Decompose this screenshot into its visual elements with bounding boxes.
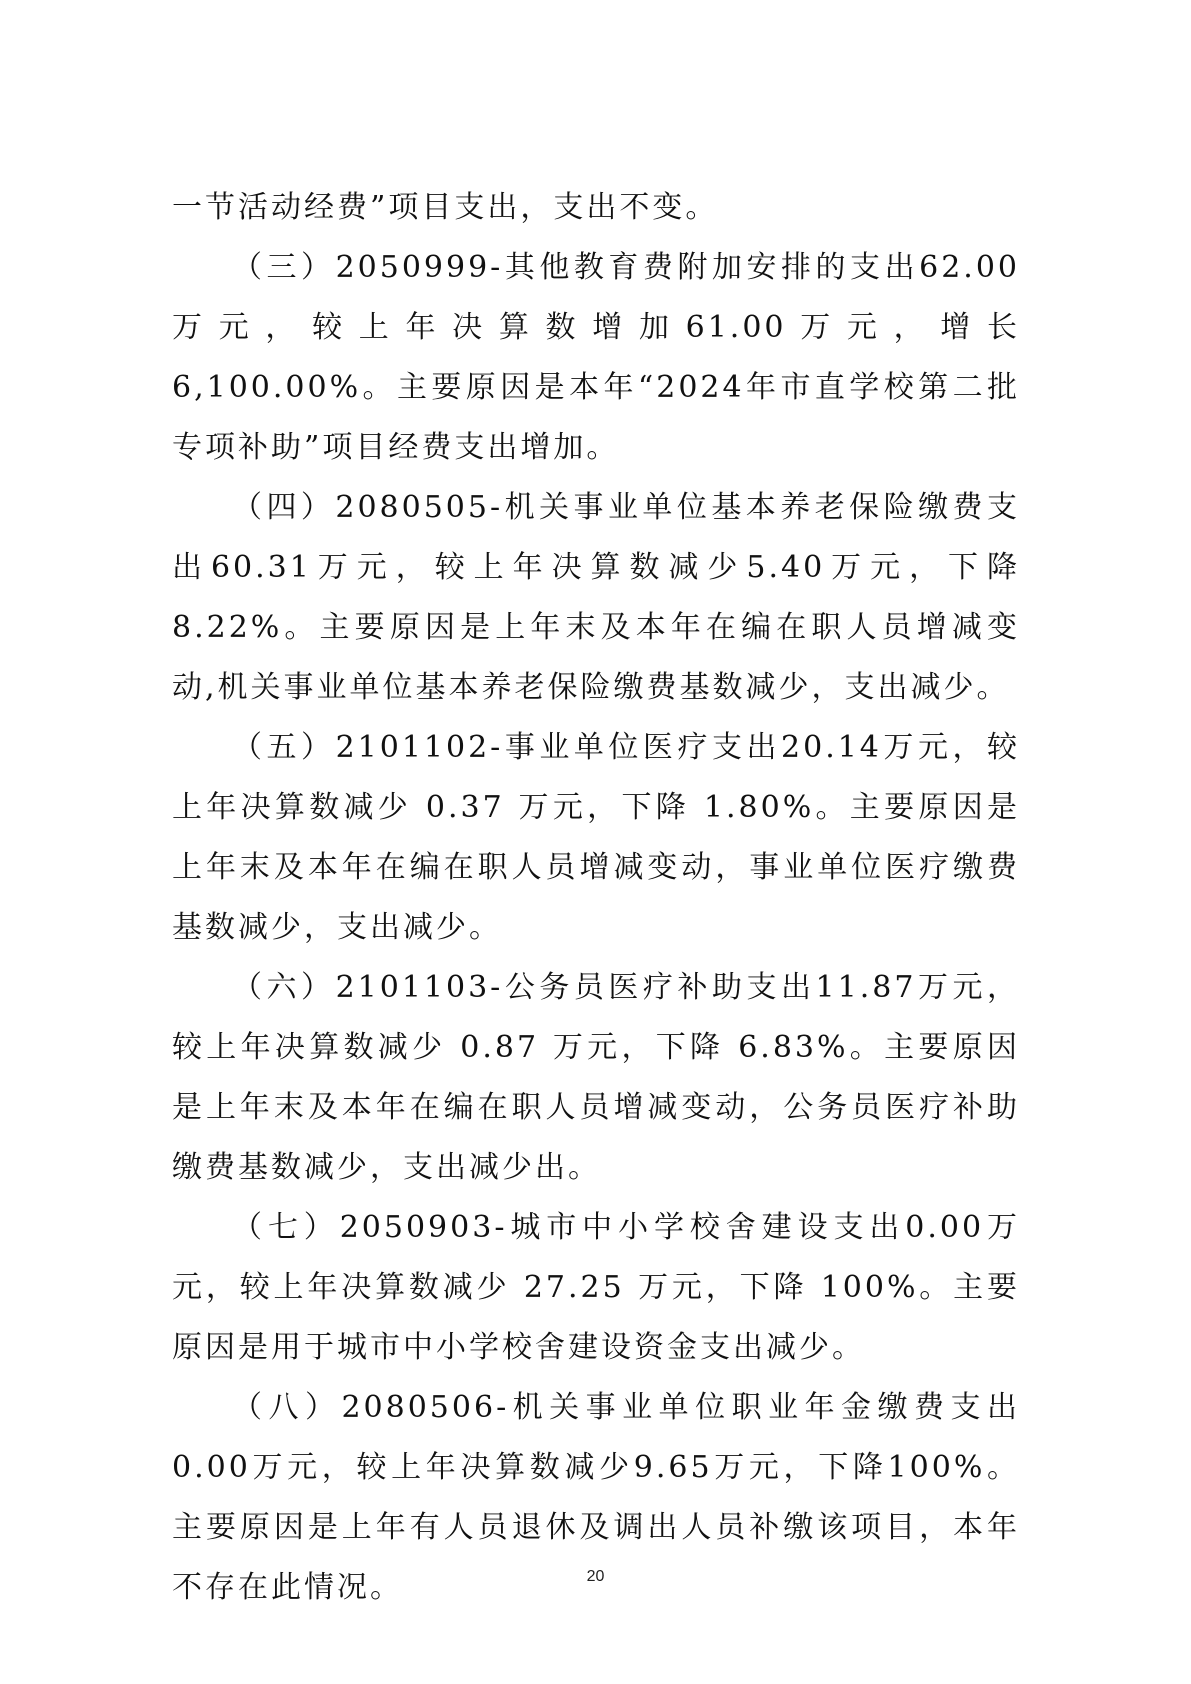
- paragraph-item-3: （三）2050999-其他教育费附加安排的支出62.00万元，较上年决算数增加61.00万元，增长6,100.00%。主要原因是本年“2024年市直学校第二批专项补助”项目经费支出增加。: [172, 250, 1020, 465]
- paragraph-continuation: 一节活动经费”项目支出，支出不变。: [172, 190, 719, 225]
- paragraph-item-8: （八）2080506-机关事业单位职业年金缴费支出0.00万元，较上年决算数减少9.65万元，下降100%。主要原因是上年有人员退休及调出人员补缴该项目，本年不存在此情况。: [172, 1390, 1020, 1605]
- paragraph-item-7: （七）2050903-城市中小学校舍建设支出0.00万元，较上年决算数减少 27.25 万元，下降 100%。主要原因是用于城市中小学校舍建设资金支出减少。: [172, 1210, 1020, 1365]
- paragraph-item-5: （五）2101102-事业单位医疗支出20.14万元，较上年决算数减少 0.37 万元，下降 1.80%。主要原因是上年末及本年在编在职人员增减变动，事业单位医疗缴费基数减少，支出减少。: [172, 730, 1020, 945]
- page-number: 20: [586, 1568, 605, 1585]
- paragraph-item-6: （六）2101103-公务员医疗补助支出11.87万元，较上年决算数减少 0.87 万元，下降 6.83%。主要原因是上年末及本年在编在职人员增减变动，公务员医疗补助缴费基数减少，支出减少出。: [172, 970, 1020, 1185]
- paragraph-item-4: （四）2080505-机关事业单位基本养老保险缴费支出60.31万元，较上年决算数减少5.40万元，下降8.22%。主要原因是上年末及本年在编在职人员增减变动,机关事业单位基本养老保险缴费基数减少，支出减少。: [172, 490, 1020, 705]
- document-body: [172, 178, 1020, 1618]
